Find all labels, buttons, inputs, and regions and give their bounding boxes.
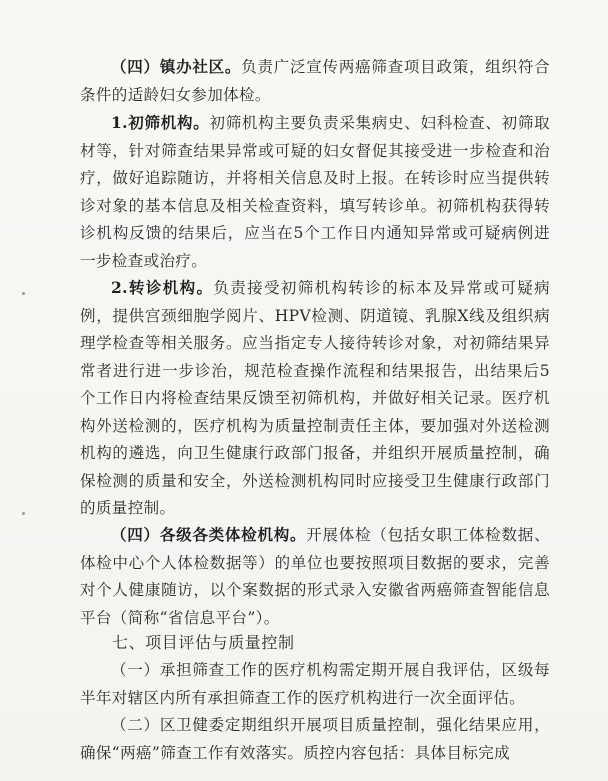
- paragraph-body: 开展体检（包括女职工体检数据、体检中心个人体检数据等）的单位也要按照项目数据的要求，完善对个人健康随访，以个案数据的形式录入安徽省两癌筛查智能信息平台（简称“省信息平台”）。: [80, 526, 550, 627]
- paragraph-body: 负责接受初筛机构转诊的标本及异常或可疑病例，提供宫颈细胞学阅片、HPV检测、阴道镜、乳腺X线及组织病理学检查等相关服务。应当指定专人接待转诊对象，对初筛结果异常者进行进一步诊治，规范检查操作流程和结果报告，出结果后5个工作日内将检查结果反馈至初筛机构，并做好相关记录。医疗机构外送检测的，医疗机构为质量控制责任主体，要加强对外送检测机构的遴选，向卫生健康行政部门报备，并组织开展质量控制，确保检测的质量和安全，外送检测机构同时应接受卫生健康行政部门的质量控制。: [80, 279, 550, 517]
- paragraph-body: 负责广泛宣传两癌筛查项目政策，组织符合条件的适龄妇女参加体检。: [80, 58, 550, 104]
- paragraph-body: （二）区卫健委定期组织开展项目质量控制，强化结果应用，确保“两癌”筛查工作有效落实。质控内容包括：具体目标完成: [80, 716, 550, 762]
- paragraph-body: 初筛机构主要负责采集病史、妇科检查、初筛取材等，针对筛查结果异常或可疑的妇女督促其接受进一步检查和治疗，做好追踪随访，并将相关信息及时上报。在转诊时应当提供转诊对象的基本信息及相关检查资料，填写转诊单。初筛机构获得转诊机构反馈的结果后，应当在5个工作日内通知异常或可疑病例进一步检查或治疗。: [80, 114, 550, 270]
- paragraph-body: （一）承担筛查工作的医疗机构需定期开展自我评估，区级每半年对辖区内所有承担筛查工作的医疗机构进行一次全面评估。: [80, 661, 550, 707]
- paragraph-lead: （四）镇办社区。: [111, 57, 242, 76]
- paragraph-referral-institution: [80, 274, 550, 523]
- paragraph-lead: 1.初筛机构。: [111, 113, 210, 132]
- paragraph-physical-exam-institutions: [80, 521, 550, 632]
- paragraph-lead: 2.转诊机构。: [111, 278, 214, 297]
- section-heading: 七、项目评估与质量控制: [112, 633, 295, 652]
- paragraph-screening-institution: [80, 109, 550, 275]
- paragraph-lead: （四）各级各类体检机构。: [111, 525, 307, 544]
- scan-speck: [22, 512, 25, 515]
- paragraph-quality-control: [80, 712, 550, 767]
- paragraph-self-evaluation: [80, 657, 550, 712]
- scan-speck: [22, 292, 25, 295]
- paragraph-town-community: [80, 53, 550, 109]
